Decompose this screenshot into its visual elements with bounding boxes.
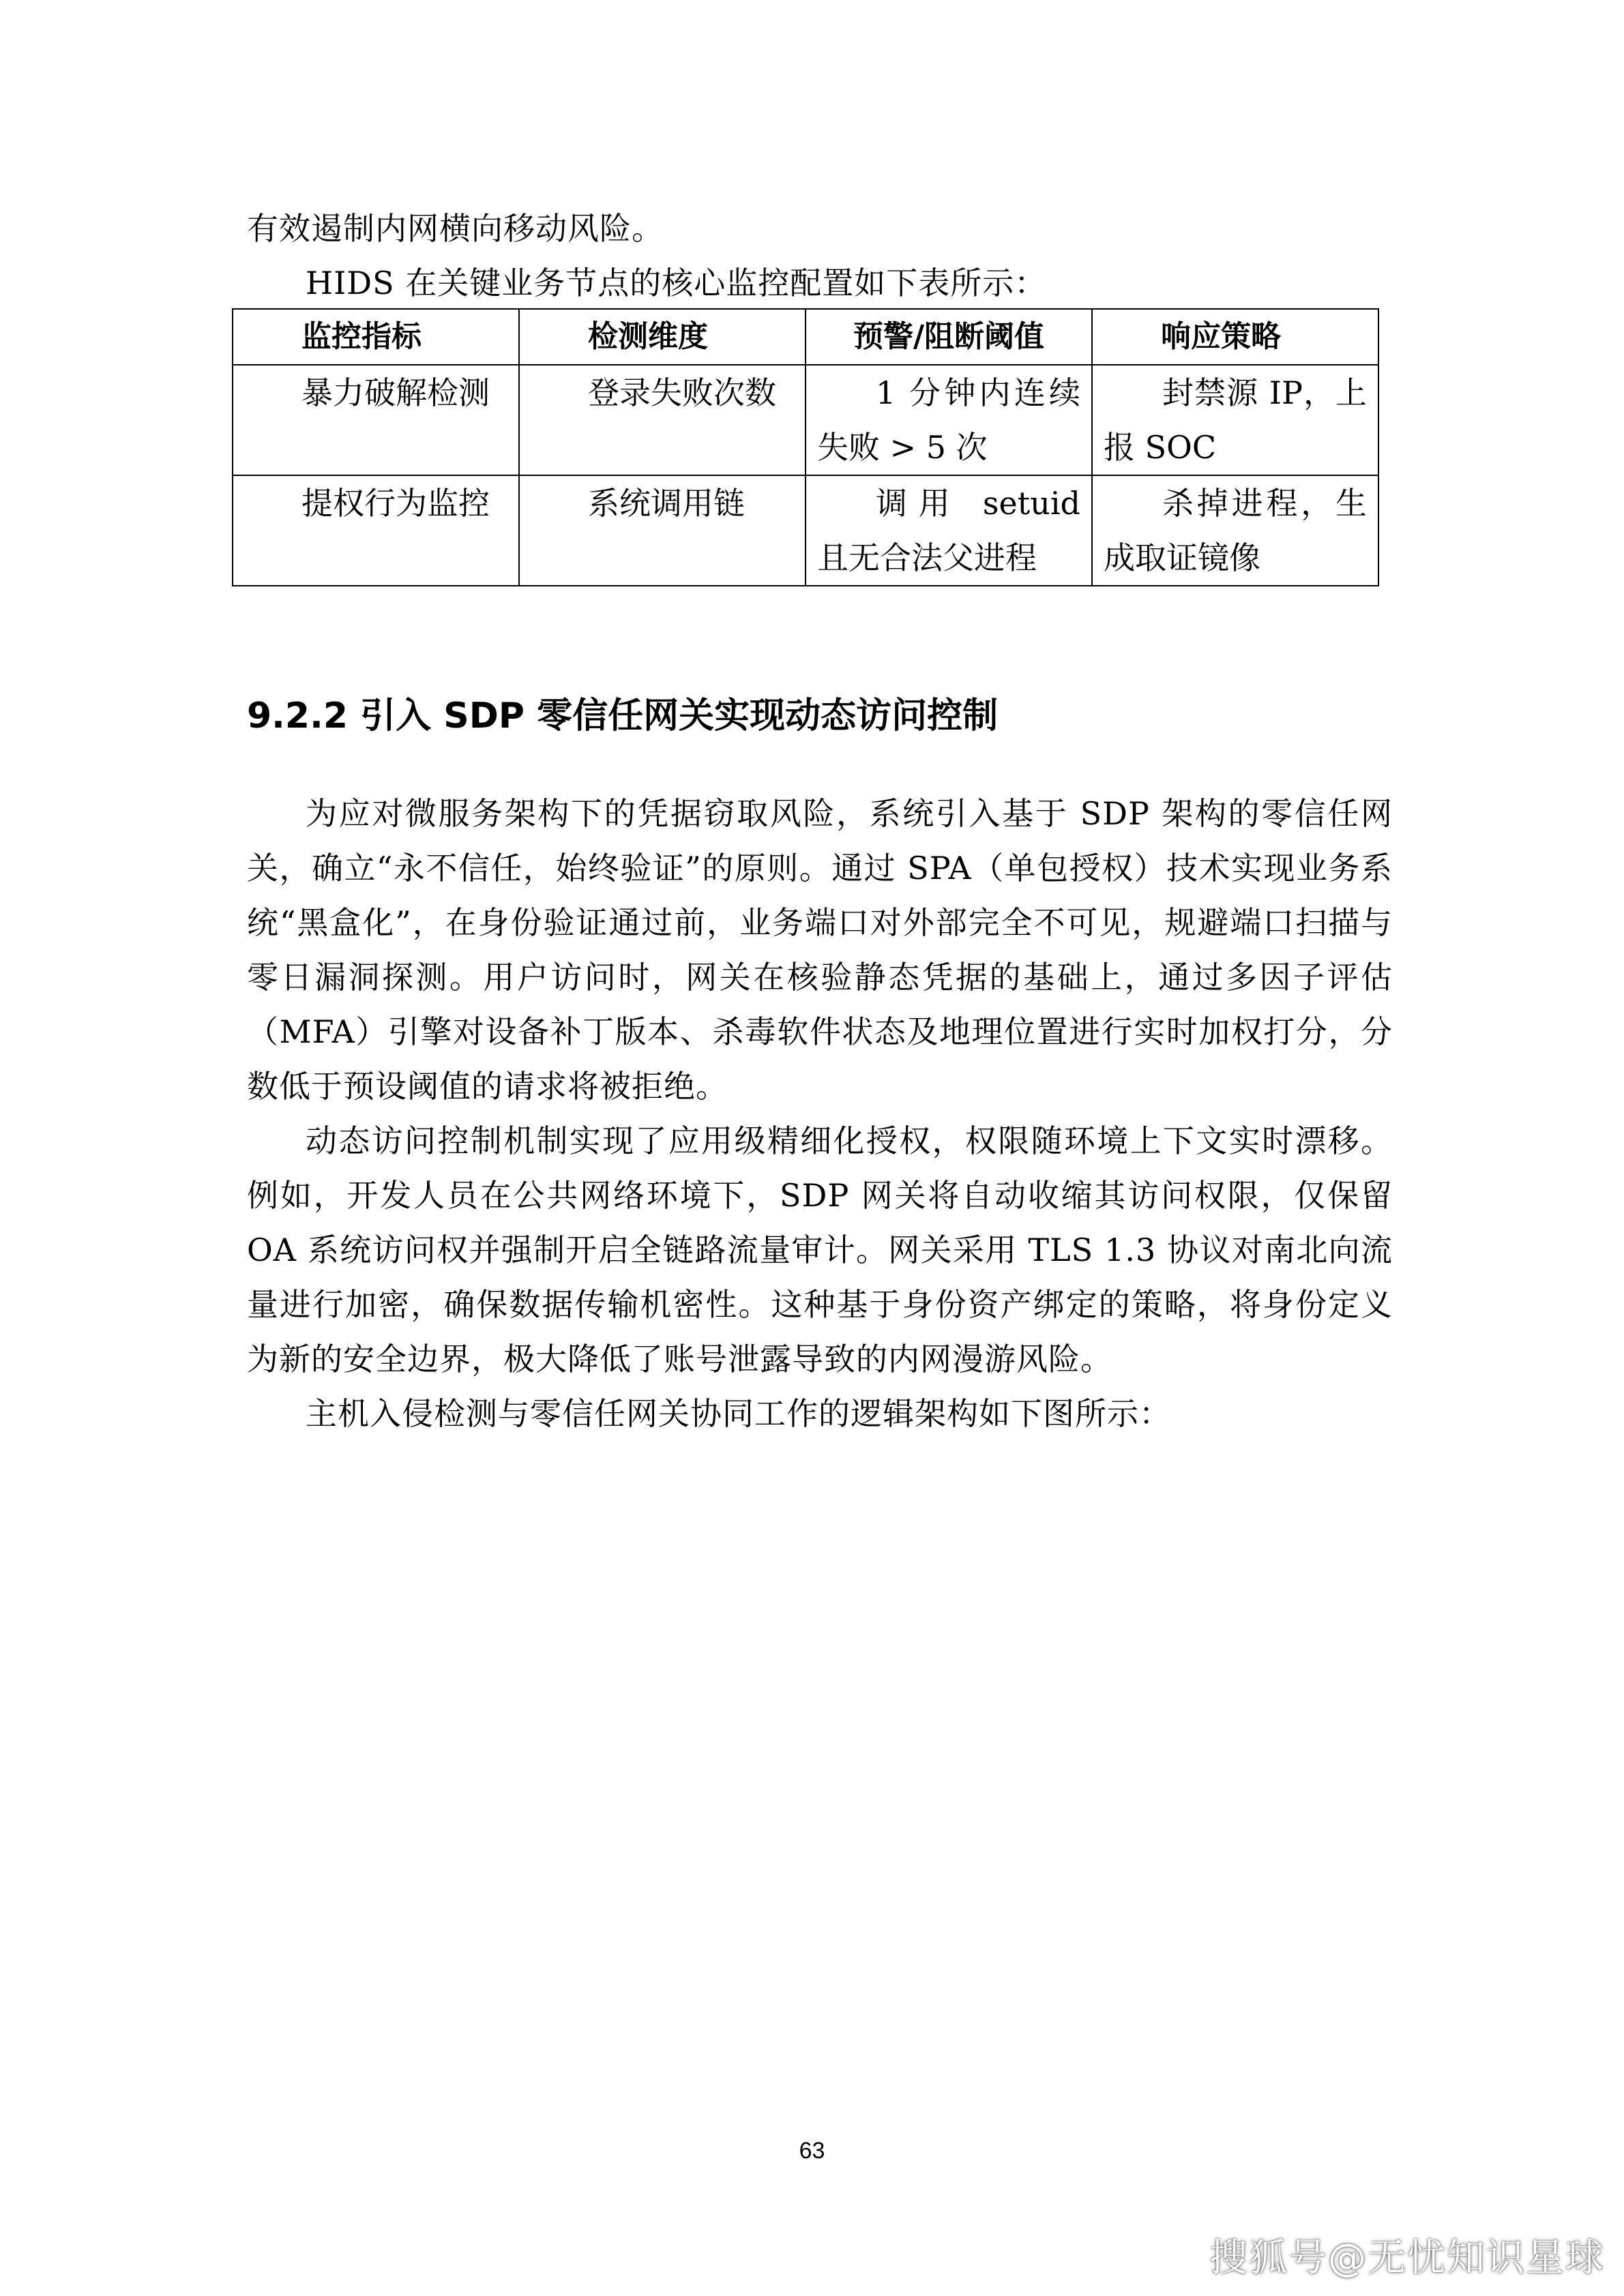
watermark: 搜狐号@无忧知识星球 [1209,2236,1605,2280]
page-number: 63 [799,2138,825,2164]
threshold-text: 1 分钟内连续失败 > 5 次 [817,374,1080,466]
header-dimension: 检测维度 [519,309,806,365]
table-cell-dimension: 系统调用链 [519,475,806,586]
response-text: 杀掉进程，生成取证镜像 [1104,485,1367,576]
header-threshold: 预警/阻断阈值 [806,309,1092,365]
table-cell-dimension: 登录失败次数 [519,365,806,475]
header-metric: 监控指标 [233,309,519,365]
table-cell-threshold [806,365,1092,475]
table-cell-response [1092,365,1378,475]
header-response: 响应策略 [1092,309,1378,365]
table-intro-paragraph: HIDS 在关键业务节点的核心监控配置如下表所示： [306,265,1047,301]
section-heading: 9.2.2 引入 SDP 零信任网关实现动态访问控制 [247,696,999,736]
monitor-config-table [232,308,1379,586]
section-paragraph: 为应对微服务架构下的凭据窃取风险，系统引入基于 SDP 架构的零信任网关，确立“永不信任，始终验证”的原则。通过 SPA（单包授权）技术实现业务系统“黑盒化”，在身份验证通过前，业务端口对外部完全不可见，规避端口扫描与零日漏洞探测。用户访问时，网关在核验静态凭据的基础上，通过多因子评估（MFA）引擎对设备补丁版本、杀毒软件状态及地理位置进行实时加权打分，分数低于预设阈值的请求将被拒绝。 [247,795,1393,1105]
response-text: 封禁源 IP，上报 SOC [1104,374,1367,466]
table-cell-response [1092,475,1378,586]
table-cell-metric: 提权行为监控 [233,475,519,586]
section-paragraph: 主机入侵检测与零信任网关协同工作的逻辑架构如下图所示： [306,1395,1171,1432]
body-paragraph: 有效遏制内网横向移动风险。 [247,210,664,247]
table-cell-metric: 暴力破解检测 [233,365,519,475]
table-row [233,475,1378,586]
section-paragraph: 动态访问控制机制实现了应用级精细化授权，权限随环境上下文实时漂移。例如，开发人员在公共网络环境下，SDP 网关将自动收缩其访问权限，仅保留 OA 系统访问权并强制开启全链路流量审计。网关采用 TLS 1.3 协议对南北向流量进行加密，确保数据传输机密性。这种基于身份资产绑定的策略，将身份定义为新的安全边界，极大降低了账号泄露导致的内网漫游风险。 [247,1122,1393,1377]
table-row [233,365,1378,475]
threshold-text: 调用 setuid 且无合法父进程 [817,485,1080,576]
table-header-row [233,309,1378,365]
table-cell-threshold [806,475,1092,586]
